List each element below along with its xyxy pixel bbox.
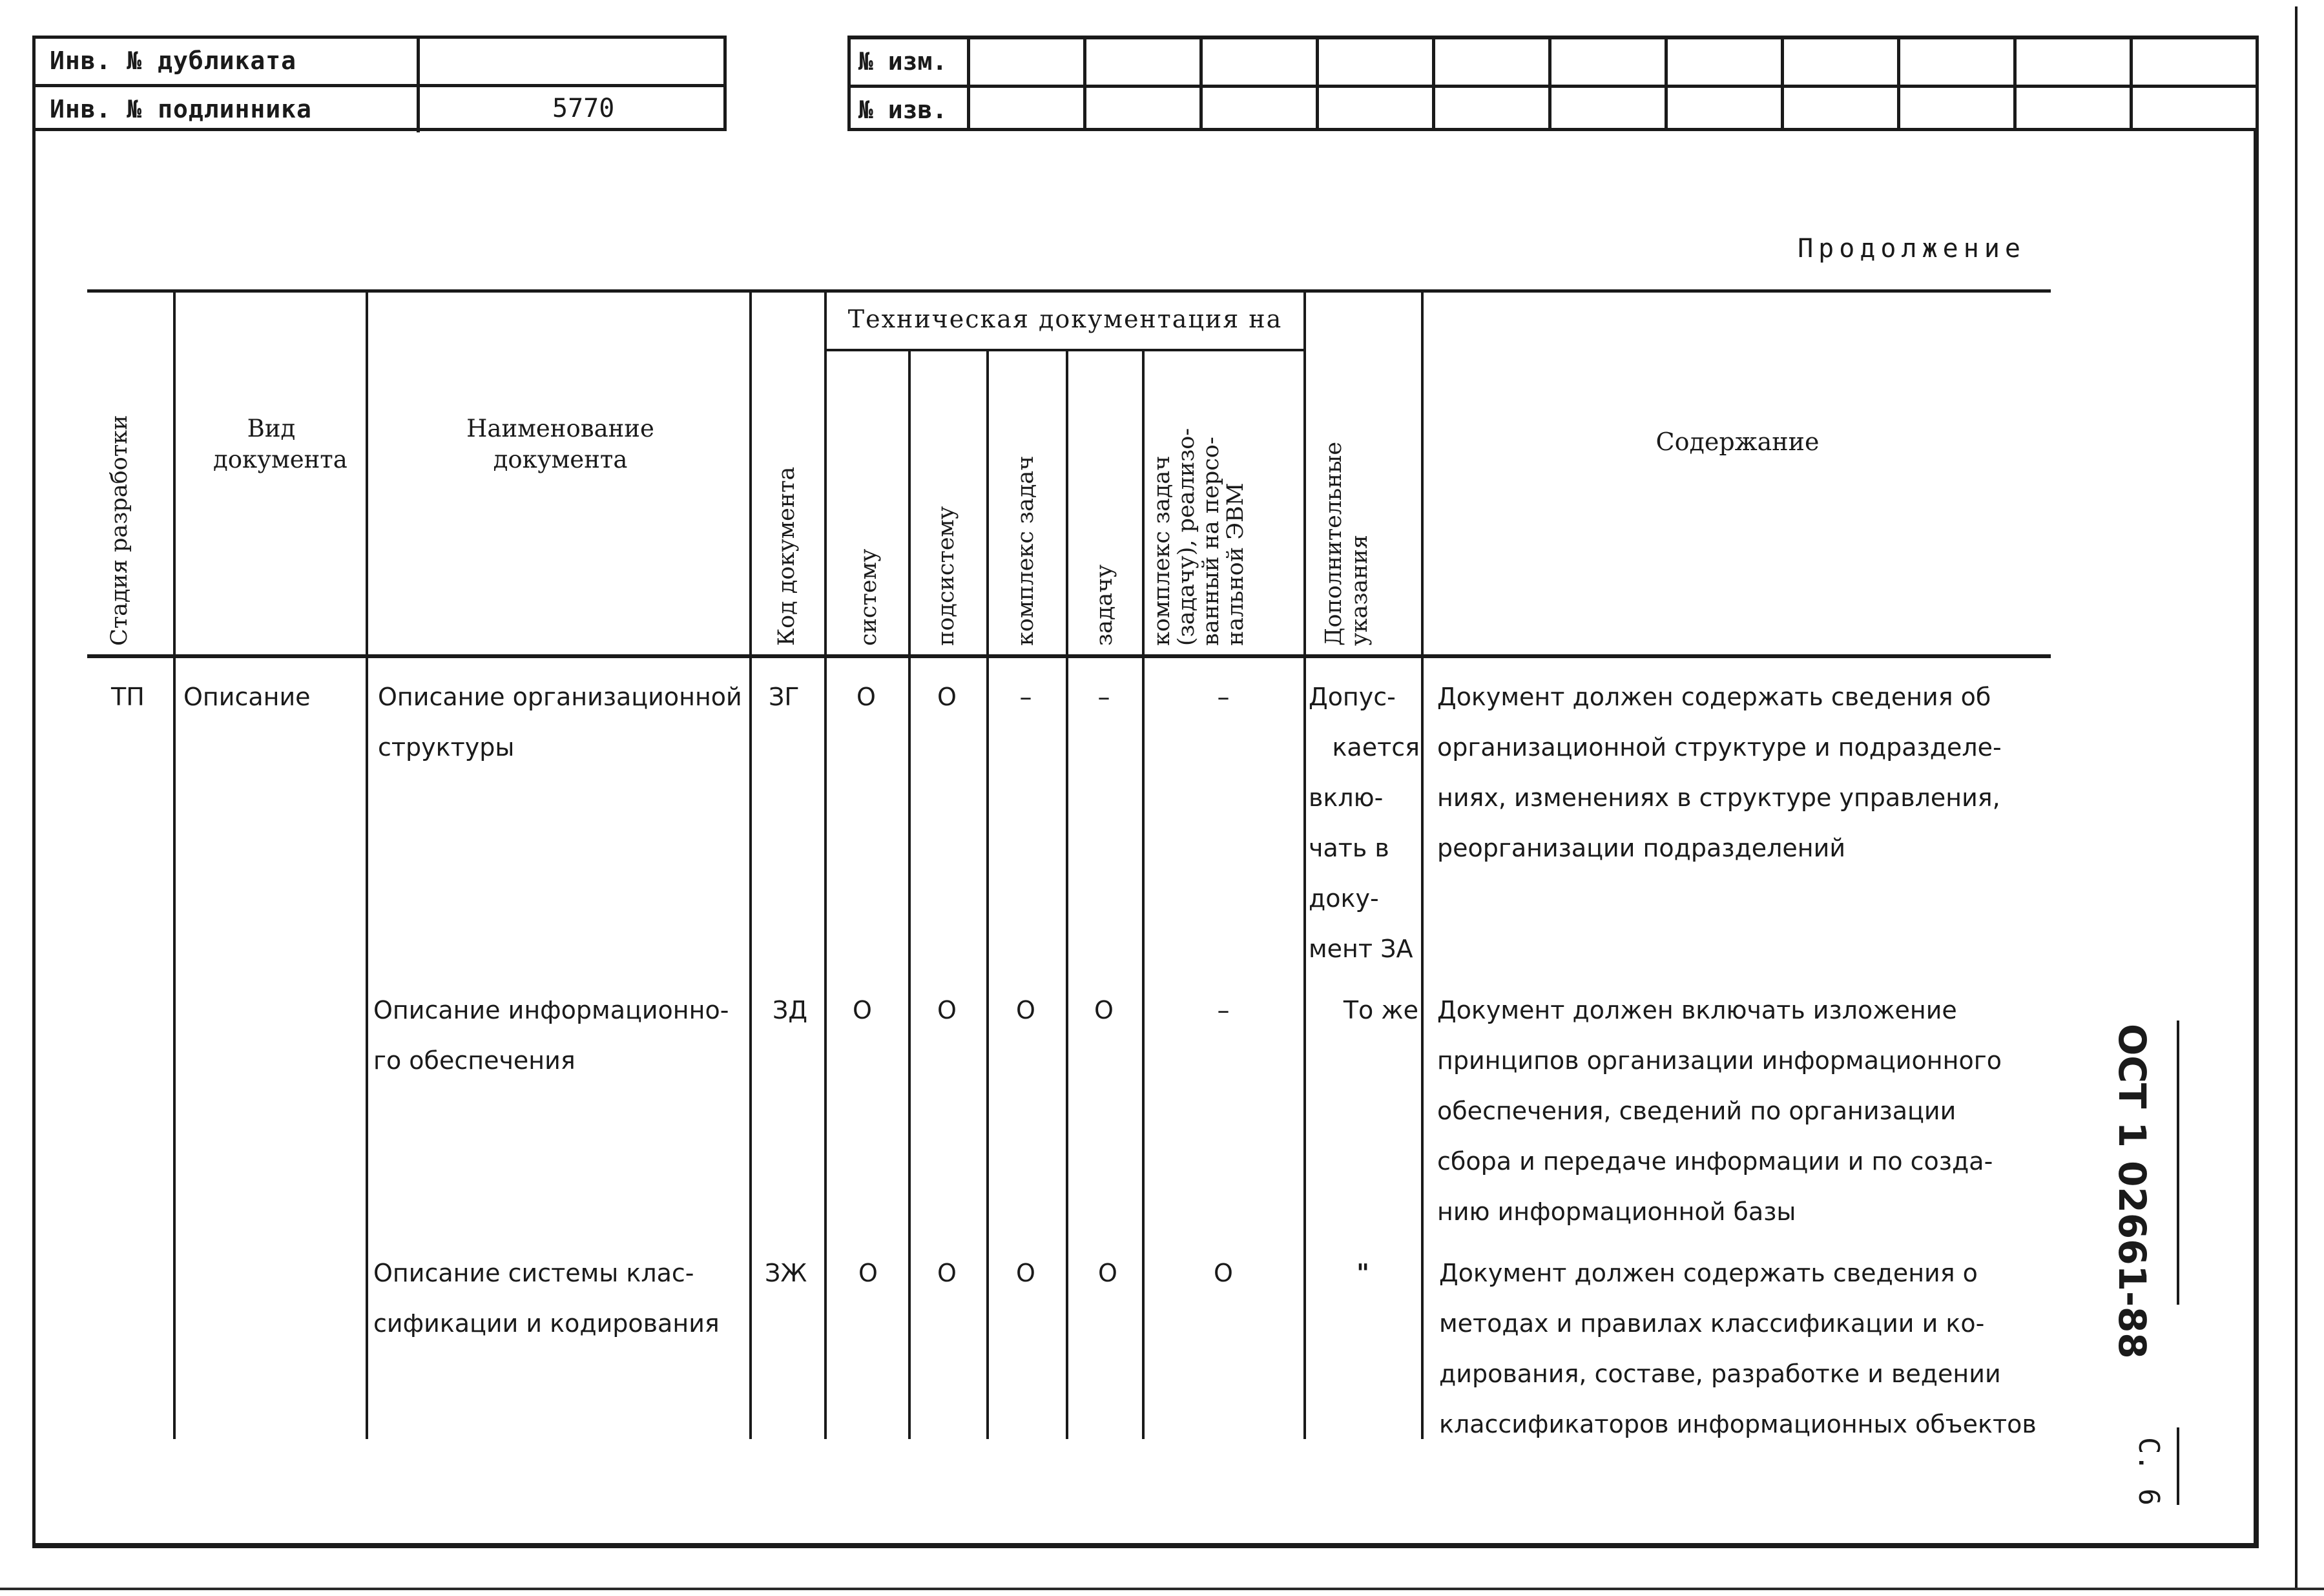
row2-content xyxy=(1437,985,2002,1237)
notice-label: № изв. xyxy=(858,96,948,124)
row1-mark-task-complex: – xyxy=(1019,683,1032,711)
row1-mark-task: – xyxy=(1097,683,1110,711)
row3-doc-name xyxy=(373,1248,720,1349)
header-pc-line: нальной ЭВМ xyxy=(1223,482,1249,646)
col-rule xyxy=(986,350,989,1439)
row1-doc-type: Описание xyxy=(183,683,311,711)
header-pc-line: ванный на персо- xyxy=(1198,437,1224,646)
row1-mark-pc: – xyxy=(1217,683,1230,711)
header-extra-line: указания xyxy=(1347,534,1373,646)
header-stage: Стадия разработки xyxy=(107,415,132,646)
col-rule xyxy=(749,292,752,1439)
row3-content-line: классификаторов информационных объектов xyxy=(1439,1410,2037,1438)
row2-name-line: го обеспечения xyxy=(373,1046,576,1075)
row1-extra xyxy=(1309,672,1420,974)
row2-mark-task-complex: О xyxy=(1016,996,1035,1024)
header-content: Содержание xyxy=(1655,428,1820,456)
row1-code: ЗГ xyxy=(769,683,800,711)
standard-rule xyxy=(2177,1021,2179,1305)
header-system: систему xyxy=(856,548,882,646)
header-pc-line: (задачу), реализо- xyxy=(1174,428,1199,646)
row1-mark-subsystem: О xyxy=(937,683,957,711)
row1-content-line: ниях, изменениях в структуре управления, xyxy=(1437,783,2000,812)
row3-extra-ditto: " xyxy=(1356,1259,1369,1287)
row2-content-line: нию информационной базы xyxy=(1437,1197,1796,1226)
row3-content-line: дирования, составе, разработке и ведении xyxy=(1439,1360,2001,1388)
row2-content-line: сбора и передаче информации и по созда- xyxy=(1437,1147,1993,1176)
page-number: С. 6 xyxy=(2132,1437,2165,1506)
col-rule xyxy=(1421,292,1424,1439)
col-rule xyxy=(908,350,911,1439)
row3-mark-task: О xyxy=(1098,1259,1117,1287)
header-doc-name-text: Наименование документа xyxy=(466,415,654,473)
row1-content-line: Документ должен содержать сведения об xyxy=(1437,683,1991,711)
row3-code: ЗЖ xyxy=(765,1259,807,1287)
row1-content-line: организационной структуре и подразделе- xyxy=(1437,733,2002,762)
header-doc-name xyxy=(371,413,749,475)
col-rule xyxy=(824,292,827,1439)
row3-content xyxy=(1439,1248,2037,1449)
header-doc-type xyxy=(178,413,365,475)
header-task-complex: комплекс задач xyxy=(1013,455,1039,646)
col-rule xyxy=(173,292,176,1439)
row2-extra: То же xyxy=(1343,996,1418,1024)
row3-mark-pc: О xyxy=(1214,1259,1233,1287)
change-label: № изм. xyxy=(858,47,948,76)
row1-name-line: структуры xyxy=(378,733,515,762)
row1-content xyxy=(1437,672,2002,873)
row1-mark-system: О xyxy=(856,683,876,711)
header-pc-line: комплекс задач xyxy=(1149,455,1175,646)
row1-extra-line: Допус- xyxy=(1309,683,1396,711)
row2-mark-system: О xyxy=(853,996,872,1024)
table-top-rule xyxy=(87,289,2051,293)
row2-name-line: Описание информационно- xyxy=(373,996,729,1024)
col-rule xyxy=(1066,350,1068,1439)
row3-mark-system: О xyxy=(858,1259,878,1287)
header-bottom-rule xyxy=(87,654,2051,658)
duplicate-label: Инв. № дубликата xyxy=(50,47,297,75)
row1-doc-name xyxy=(378,672,742,772)
header-doc-type-text: Вид документа xyxy=(213,415,348,473)
original-value: 5770 xyxy=(552,94,615,123)
row3-mark-task-complex: О xyxy=(1016,1259,1035,1287)
header-extra-line: Дополнительные xyxy=(1321,441,1347,646)
row1-content-line: реорганизации подразделений xyxy=(1437,834,1846,862)
row1-extra-line: мент ЗА xyxy=(1309,935,1413,963)
header-doc-code: Код документа xyxy=(774,466,800,646)
row1-extra-line: вклю- xyxy=(1309,783,1384,812)
row3-content-line: методах и правилах классификации и ко- xyxy=(1439,1309,1985,1338)
row2-content-line: принципов организации информационного xyxy=(1437,1046,2002,1075)
header-tech-doc: Техническая документация на xyxy=(847,305,1283,333)
row2-doc-name xyxy=(373,985,729,1086)
row1-extra-line: кается xyxy=(1332,733,1420,762)
row3-name-line: сификации и кодирования xyxy=(373,1309,720,1338)
header-extra xyxy=(1321,442,1373,646)
row1-name-line: Описание организационной xyxy=(378,683,742,711)
row2-content-line: Документ должен включать изложение xyxy=(1437,996,1957,1024)
row2-mark-task: О xyxy=(1094,996,1114,1024)
row3-content-line: Документ должен содержать сведения о xyxy=(1439,1259,1978,1287)
col-rule xyxy=(366,292,368,1439)
row3-mark-subsystem: О xyxy=(937,1259,957,1287)
col-rule xyxy=(1142,350,1145,1439)
row3-name-line: Описание системы клас- xyxy=(373,1259,694,1287)
header-task: задачу xyxy=(1092,564,1117,646)
row1-stage: ТП xyxy=(111,683,145,711)
row1-extra-line: чать в xyxy=(1309,834,1389,862)
row2-mark-pc: – xyxy=(1217,996,1230,1024)
row1-extra-line: доку- xyxy=(1309,884,1379,913)
col-rule xyxy=(1303,292,1306,1439)
standard-number: ОСТ 1 02661-88 xyxy=(2110,1024,2154,1359)
row2-code: ЗД xyxy=(773,996,808,1024)
header-subsystem: подсистему xyxy=(933,506,959,646)
row2-content-line: обеспечения, сведений по организации xyxy=(1437,1097,1956,1125)
original-label: Инв. № подлинника xyxy=(50,95,312,123)
page-rule xyxy=(2177,1427,2179,1505)
header-pc-complex xyxy=(1150,428,1248,646)
row2-mark-subsystem: О xyxy=(937,996,957,1024)
continuation-label: Продолжение xyxy=(1798,234,2026,264)
